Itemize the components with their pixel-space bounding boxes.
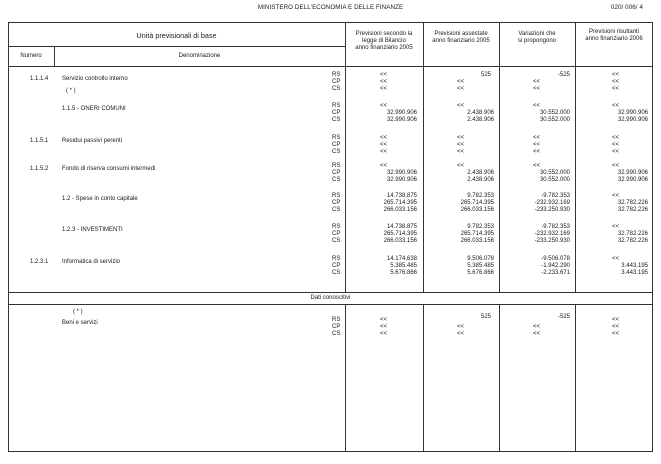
page-code: 020/ 006/ 4 [610,4,643,11]
row-tag: CS [332,177,341,183]
cell: 3.443.195 [621,270,648,276]
cell: << [612,224,620,230]
cell: 30.552.000 [539,117,570,123]
row-tag: CP [332,324,341,330]
section-label: Dati conoscitivi [310,295,351,301]
cell: << [612,135,620,141]
cell: << [612,193,620,199]
cell: 266.033.156 [383,238,417,244]
cell: 32.990.906 [617,177,648,183]
cell: 9.782.353 [467,224,494,230]
note-marker: ( * ) [73,309,83,315]
cell: 32.990.906 [386,117,417,123]
cell: -9.782.353 [541,193,570,199]
cell: 32.990.906 [617,170,648,176]
cell: 2.438.906 [467,110,494,116]
cell: 2.438.906 [467,170,494,176]
row-tag: CS [332,238,341,244]
cell: -9.506.078 [541,256,570,262]
cell: 32.782.226 [617,238,648,244]
cell: 5.676.866 [390,270,417,276]
row-tag: RS [332,72,341,78]
cell: << [457,331,465,337]
col3-header-line: Variazioni che [518,31,556,37]
col1-header-line: legge di Bilancio [362,38,406,44]
ministry-header: MINISTERO DELL'ECONOMIA E DELLE FINANZE [257,4,404,11]
cell: << [612,163,620,169]
row-label: 1.1.5 - ONERI COMUNI [62,106,126,112]
cell: 32.782.226 [617,231,648,237]
row-numero: 1.1.5.2 [30,166,49,172]
cell: -525 [558,72,571,78]
row-label: Servizio controllo interno [62,76,128,82]
cell: << [612,331,620,337]
row-label: Residui passivi perenti [62,138,123,144]
cell: 3.443.195 [621,263,648,269]
cell: 265.714.395 [460,200,494,206]
block-title: Unità previsionali di base [136,31,217,40]
row-tag: CS [332,270,341,276]
cell: 525 [481,314,492,320]
cell: << [533,163,541,169]
cell: << [533,331,541,337]
row-tag: RS [332,163,341,169]
col4-divider [575,22,576,292]
note-marker: ( * ) [66,88,76,94]
row-tag: CS [332,149,341,155]
cell: -2.233.671 [541,270,570,276]
cell: << [612,324,620,330]
row-tag: CS [332,117,341,123]
row-label: 1.2.3 - INVESTIMENTI [62,227,123,233]
cell: << [457,103,465,109]
col2-divider-lower [423,304,424,452]
cell: 14.738.875 [386,224,417,230]
numero-header: Numero [20,53,42,59]
cell: << [457,86,465,92]
row-tag: RS [332,317,341,323]
cell: 9.782.353 [467,193,494,199]
cell: << [380,142,388,148]
cell: 265.714.395 [460,231,494,237]
cell: << [380,149,388,155]
row-tag: CS [332,331,341,337]
cell: << [457,149,465,155]
row-tag: CP [332,263,341,269]
cell: << [612,72,620,78]
cell: << [380,317,388,323]
col3-header [499,31,575,45]
row-tag: CP [332,170,341,176]
row-numero: 1.1.1.4 [30,76,49,82]
cell: 14.738.875 [386,193,417,199]
cell: 5.385.485 [390,263,417,269]
cell: << [457,324,465,330]
col1-header-line: Previsioni secondo la [355,31,413,37]
cell: << [533,149,541,155]
row-tag: RS [332,193,341,199]
cell: << [612,86,620,92]
cell: 266.033.156 [460,207,494,213]
row-tag: RS [332,256,341,262]
row-label: Fondo di riserva consumi intermedi [62,166,156,172]
cell: 5.385.485 [467,263,494,269]
col2-header-line: Previsioni assestate [434,31,488,37]
row-label: 1.2 - Spese in conto capitale [62,196,138,202]
col3-divider-lower [499,304,500,452]
col2-divider [423,22,424,292]
cell: << [380,86,388,92]
cell: 32.990.906 [386,177,417,183]
cell: -1.942.290 [541,263,570,269]
cell: << [533,324,541,330]
cell: << [533,103,541,109]
cell: << [612,103,620,109]
cell: << [457,142,465,148]
cell: 30.552.000 [539,110,570,116]
col4-header-line: Previsioni risultanti [588,29,640,35]
cell: 32.782.226 [617,200,648,206]
cell: -232.932.169 [534,231,570,237]
cell: -9.782.353 [541,224,570,230]
row-tag: CP [332,79,341,85]
section-rule-bottom [8,304,653,305]
cell: << [380,331,388,337]
col4-header-line: anno finanziario 2006 [585,36,643,42]
col4-header [575,29,653,43]
cell: 525 [481,72,492,78]
cell: 14.174.638 [386,256,417,262]
col2-header-line: anno finanziario 2005 [432,38,490,44]
cell: << [612,142,620,148]
cell: << [380,163,388,169]
cell: 30.552.000 [539,177,570,183]
denominazione-header: Denominazione [178,53,221,59]
row-tag: RS [332,103,341,109]
cell: << [533,79,541,85]
cell: -525 [558,314,571,320]
cell: << [533,142,541,148]
row-tag: CS [332,86,341,92]
col1-divider [345,22,346,292]
cell: -233.250.930 [534,207,570,213]
section-rule-top [8,292,653,293]
cell: 2.438.906 [467,117,494,123]
cell: << [612,149,620,155]
col1-header [345,31,423,52]
cell: 32.990.906 [386,110,417,116]
row-label: Informatica di servizio [62,259,121,265]
cell: << [380,135,388,141]
cell: << [380,324,388,330]
cell: 32.782.226 [617,207,648,213]
cell: << [457,79,465,85]
col3-header-line: si propongono [517,38,557,44]
cell: 32.990.906 [386,170,417,176]
row-numero: 1.1.5.1 [30,138,49,144]
col1-divider-lower [345,304,346,452]
cell: 265.714.395 [383,231,417,237]
cell: 2.438.906 [467,177,494,183]
col1-header-line: anno finanziario 2005 [355,45,413,51]
cell: 9.506.078 [467,256,494,262]
row-tag: CP [332,231,341,237]
cell: << [533,135,541,141]
cell: << [457,135,465,141]
row-tag: CS [332,207,341,213]
cell: 266.033.156 [460,238,494,244]
cell: -233.250.930 [534,238,570,244]
header-divider-left [8,46,345,47]
row-numero: 1.2.3.1 [30,259,49,265]
cell: << [380,103,388,109]
cell: 266.033.156 [383,207,417,213]
row-tag: CP [332,200,341,206]
col2-header [423,31,499,45]
col3-divider [499,22,500,292]
header-bottom-rule [8,66,653,67]
cell: << [612,317,620,323]
cell: 30.552.000 [539,170,570,176]
row-label: Beni e servizi [62,320,98,326]
cell: 32.990.906 [617,110,648,116]
cell: 265.714.395 [383,200,417,206]
cell: 5.676.866 [467,270,494,276]
cell: << [380,79,388,85]
row-tag: RS [332,135,341,141]
row-tag: CP [332,110,341,116]
cell: << [457,163,465,169]
cell: << [612,256,620,262]
cell: << [380,72,388,78]
cell: 32.990.906 [617,117,648,123]
row-tag: CP [332,142,341,148]
cell: << [612,79,620,85]
cell: << [533,86,541,92]
col4-divider-lower [575,304,576,452]
cell: -232.932.169 [534,200,570,206]
row-tag: RS [332,224,341,230]
